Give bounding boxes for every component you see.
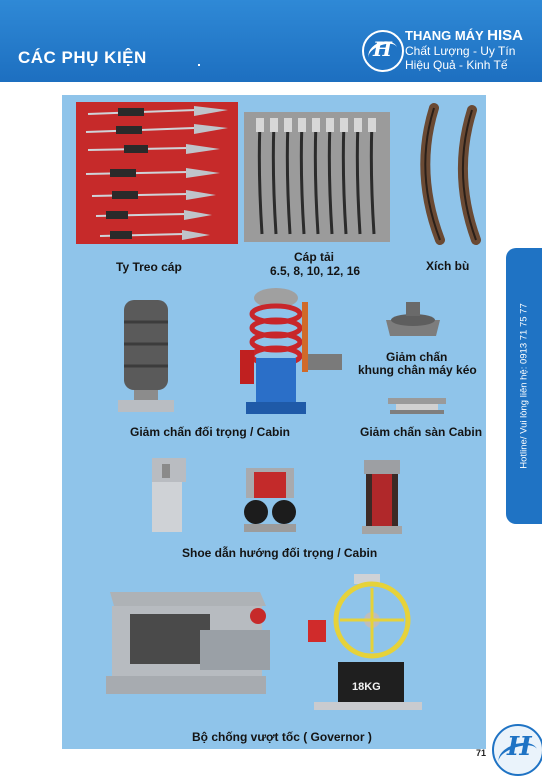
shoe-photo-1 [142, 454, 198, 538]
cap-tai-photo [244, 112, 390, 242]
caption-cap-tai-sizes: 6.5, 8, 10, 12, 16 [270, 264, 361, 278]
governor-photo-1 [100, 586, 272, 700]
ty-treo-cap-photo [76, 102, 238, 244]
giam-chan-khung-photo [380, 296, 446, 340]
xich-bu-photo [410, 102, 488, 246]
caption-giam-chan-san: Giảm chấn sàn Cabin [360, 425, 483, 439]
caption-xich-bu: Xích bù [426, 259, 470, 273]
brand-hisa: HISA [487, 27, 523, 44]
shoe-photo-3 [356, 456, 408, 538]
hisa-logo [362, 30, 404, 72]
giam-chan-cylinder-photo [114, 296, 178, 416]
page-header [0, 0, 542, 82]
page-title: CÁC PHỤ KIỆN [18, 48, 147, 67]
caption-cap-tai: Cáp tải [294, 250, 335, 264]
giam-chan-san-photo [386, 394, 448, 416]
brand-name [405, 27, 523, 44]
caption-shoe: Shoe dẫn hướng đối trọng / Cabin [182, 546, 378, 560]
shoe-photo-2 [240, 462, 300, 536]
governor-photo-2 [304, 570, 428, 720]
page-number: 71 [476, 748, 487, 758]
logo-letter: H [373, 37, 392, 61]
caption-governor: Bộ chống vượt tốc ( Governor ) [192, 730, 372, 744]
corner-logo-letter: H [507, 732, 532, 762]
tagline-1: Chất Lượng - Uy Tín [405, 44, 516, 58]
caption-giam-chan-khung-2: khung chân máy kéo [358, 363, 477, 377]
caption-ty-treo-cap: Ty Treo cáp [116, 260, 182, 274]
header-dot [198, 64, 200, 66]
hotline-tab [506, 248, 542, 524]
caption-giam-chan-khung-1: Giảm chấn [386, 350, 448, 364]
brand-prefix: THANG MÁY [405, 28, 488, 43]
giam-chan-spring-photo [238, 284, 350, 418]
weight-label: 18KG [352, 681, 381, 693]
hotline-text: Hotline/ Vui lòng liên hệ: 0913 71 75 77 [518, 303, 530, 469]
caption-giam-chan-doi-trong: Giảm chấn đối trọng / Cabin [130, 425, 291, 439]
tagline-2: Hiệu Quả - Kinh Tế [405, 58, 508, 72]
corner-hisa-logo [492, 724, 542, 776]
